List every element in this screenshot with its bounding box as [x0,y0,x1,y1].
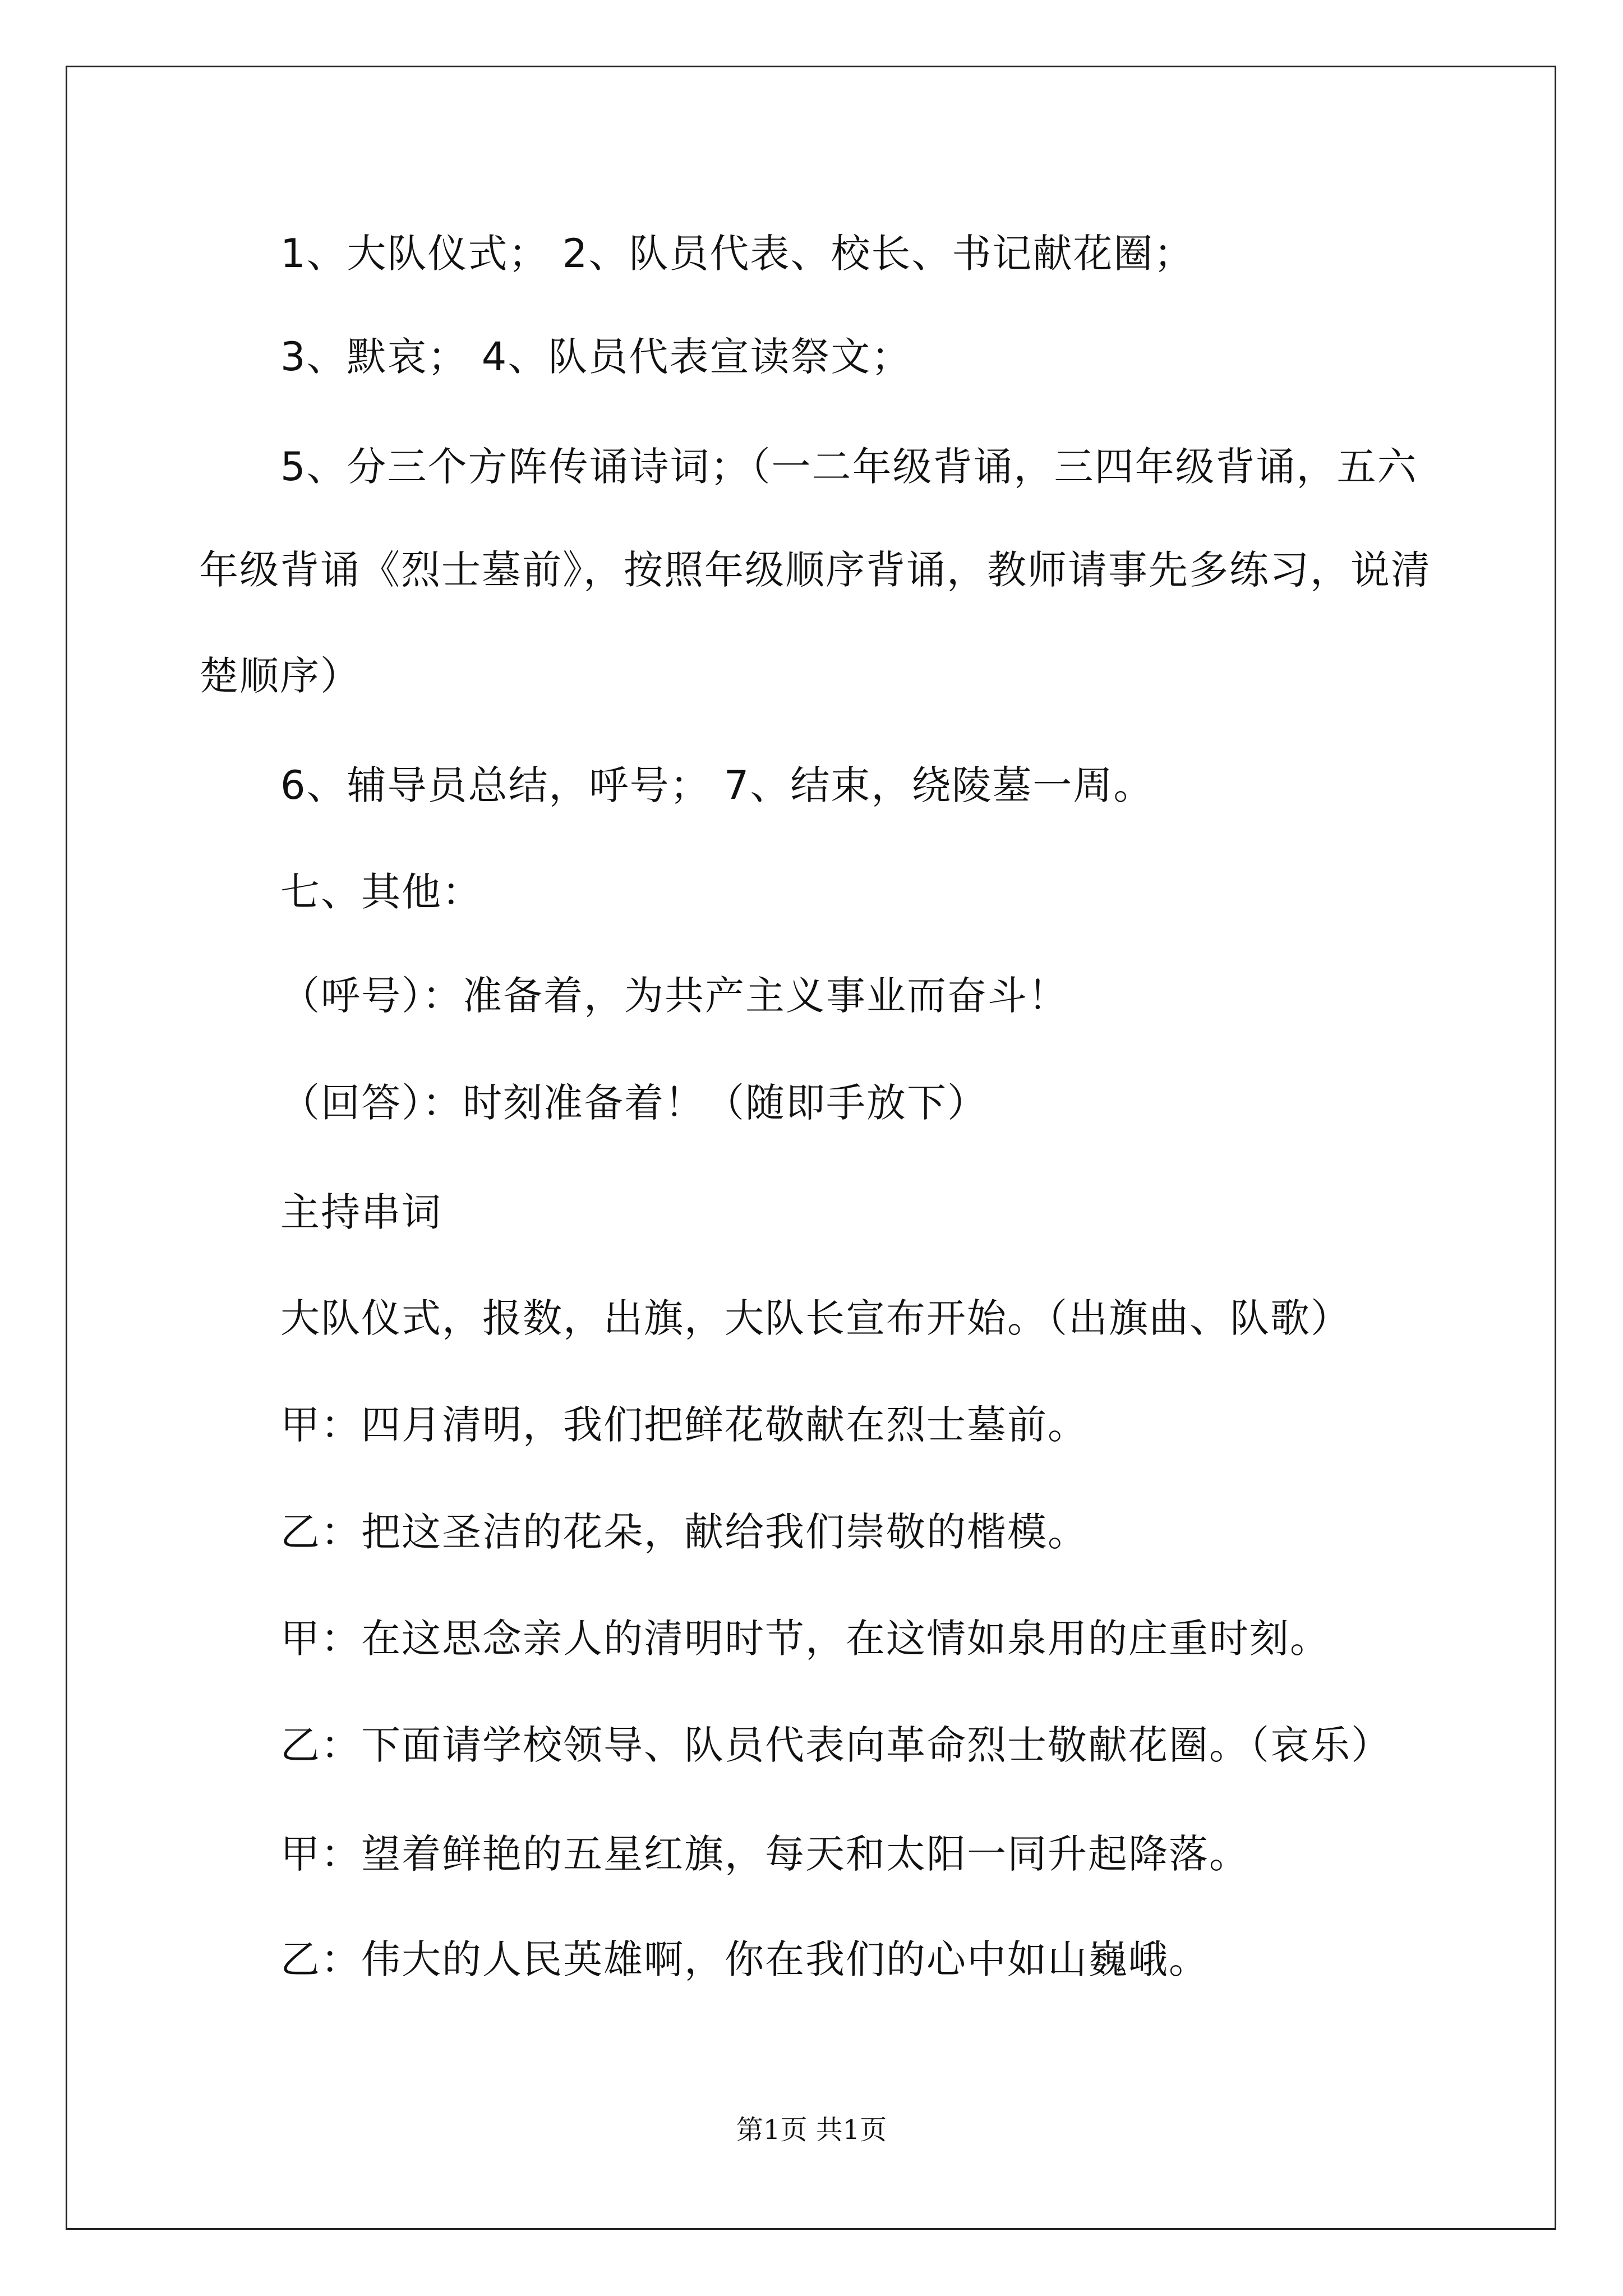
text-line-5: 楚顺序） [199,653,361,699]
text-line-12: 甲：四月清明，我们把鲜花敬献在烈士墓前。 [280,1402,1088,1448]
text-line-11: 大队仪式，报数，出旗，大队长宣布开始。（出旗曲、队歌） [280,1295,1351,1341]
text-line-7: 七、其他： [280,869,482,915]
page-border [66,66,1556,2230]
text-line-14: 甲：在这思念亲人的清明时节，在这情如泉用的庄重时刻。 [280,1616,1330,1662]
text-line-10: 主持串词 [280,1189,442,1235]
text-line-8: （呼号）：准备着，为共产主义事业而奋斗！ [280,973,1068,1019]
text-line-9: （回答）：时刻准备着！（随即手放下） [280,1080,988,1126]
text-line-17: 乙：伟大的人民英雄啊，你在我们的心中如山巍峨。 [280,1936,1209,1982]
text-line-2: 3、默哀； 4、队员代表宣读祭文； [280,334,912,380]
page-footer: 第1页 共1页 [736,2114,887,2146]
text-line-3: 5、分三个方阵传诵诗词；（一二年级背诵，三四年级背诵，五六 [280,444,1418,490]
text-line-1: 1、大队仪式； 2、队员代表、校长、书记献花圈； [280,231,1195,277]
text-line-13: 乙：把这圣洁的花朵，献给我们崇敬的楷模。 [280,1509,1088,1555]
text-line-15: 乙：下面请学校领导、队员代表向革命烈士敬献花圈。（哀乐） [280,1722,1391,1768]
text-line-16: 甲：望着鲜艳的五星红旗，每天和太阳一同升起降落。 [280,1831,1249,1877]
text-line-4: 年级背诵《烈士墓前》，按照年级顺序背诵，教师请事先多练习，说清 [199,547,1431,593]
text-line-6: 6、辅导员总结，呼号； 7、结束，绕陵墓一周。 [280,762,1154,808]
